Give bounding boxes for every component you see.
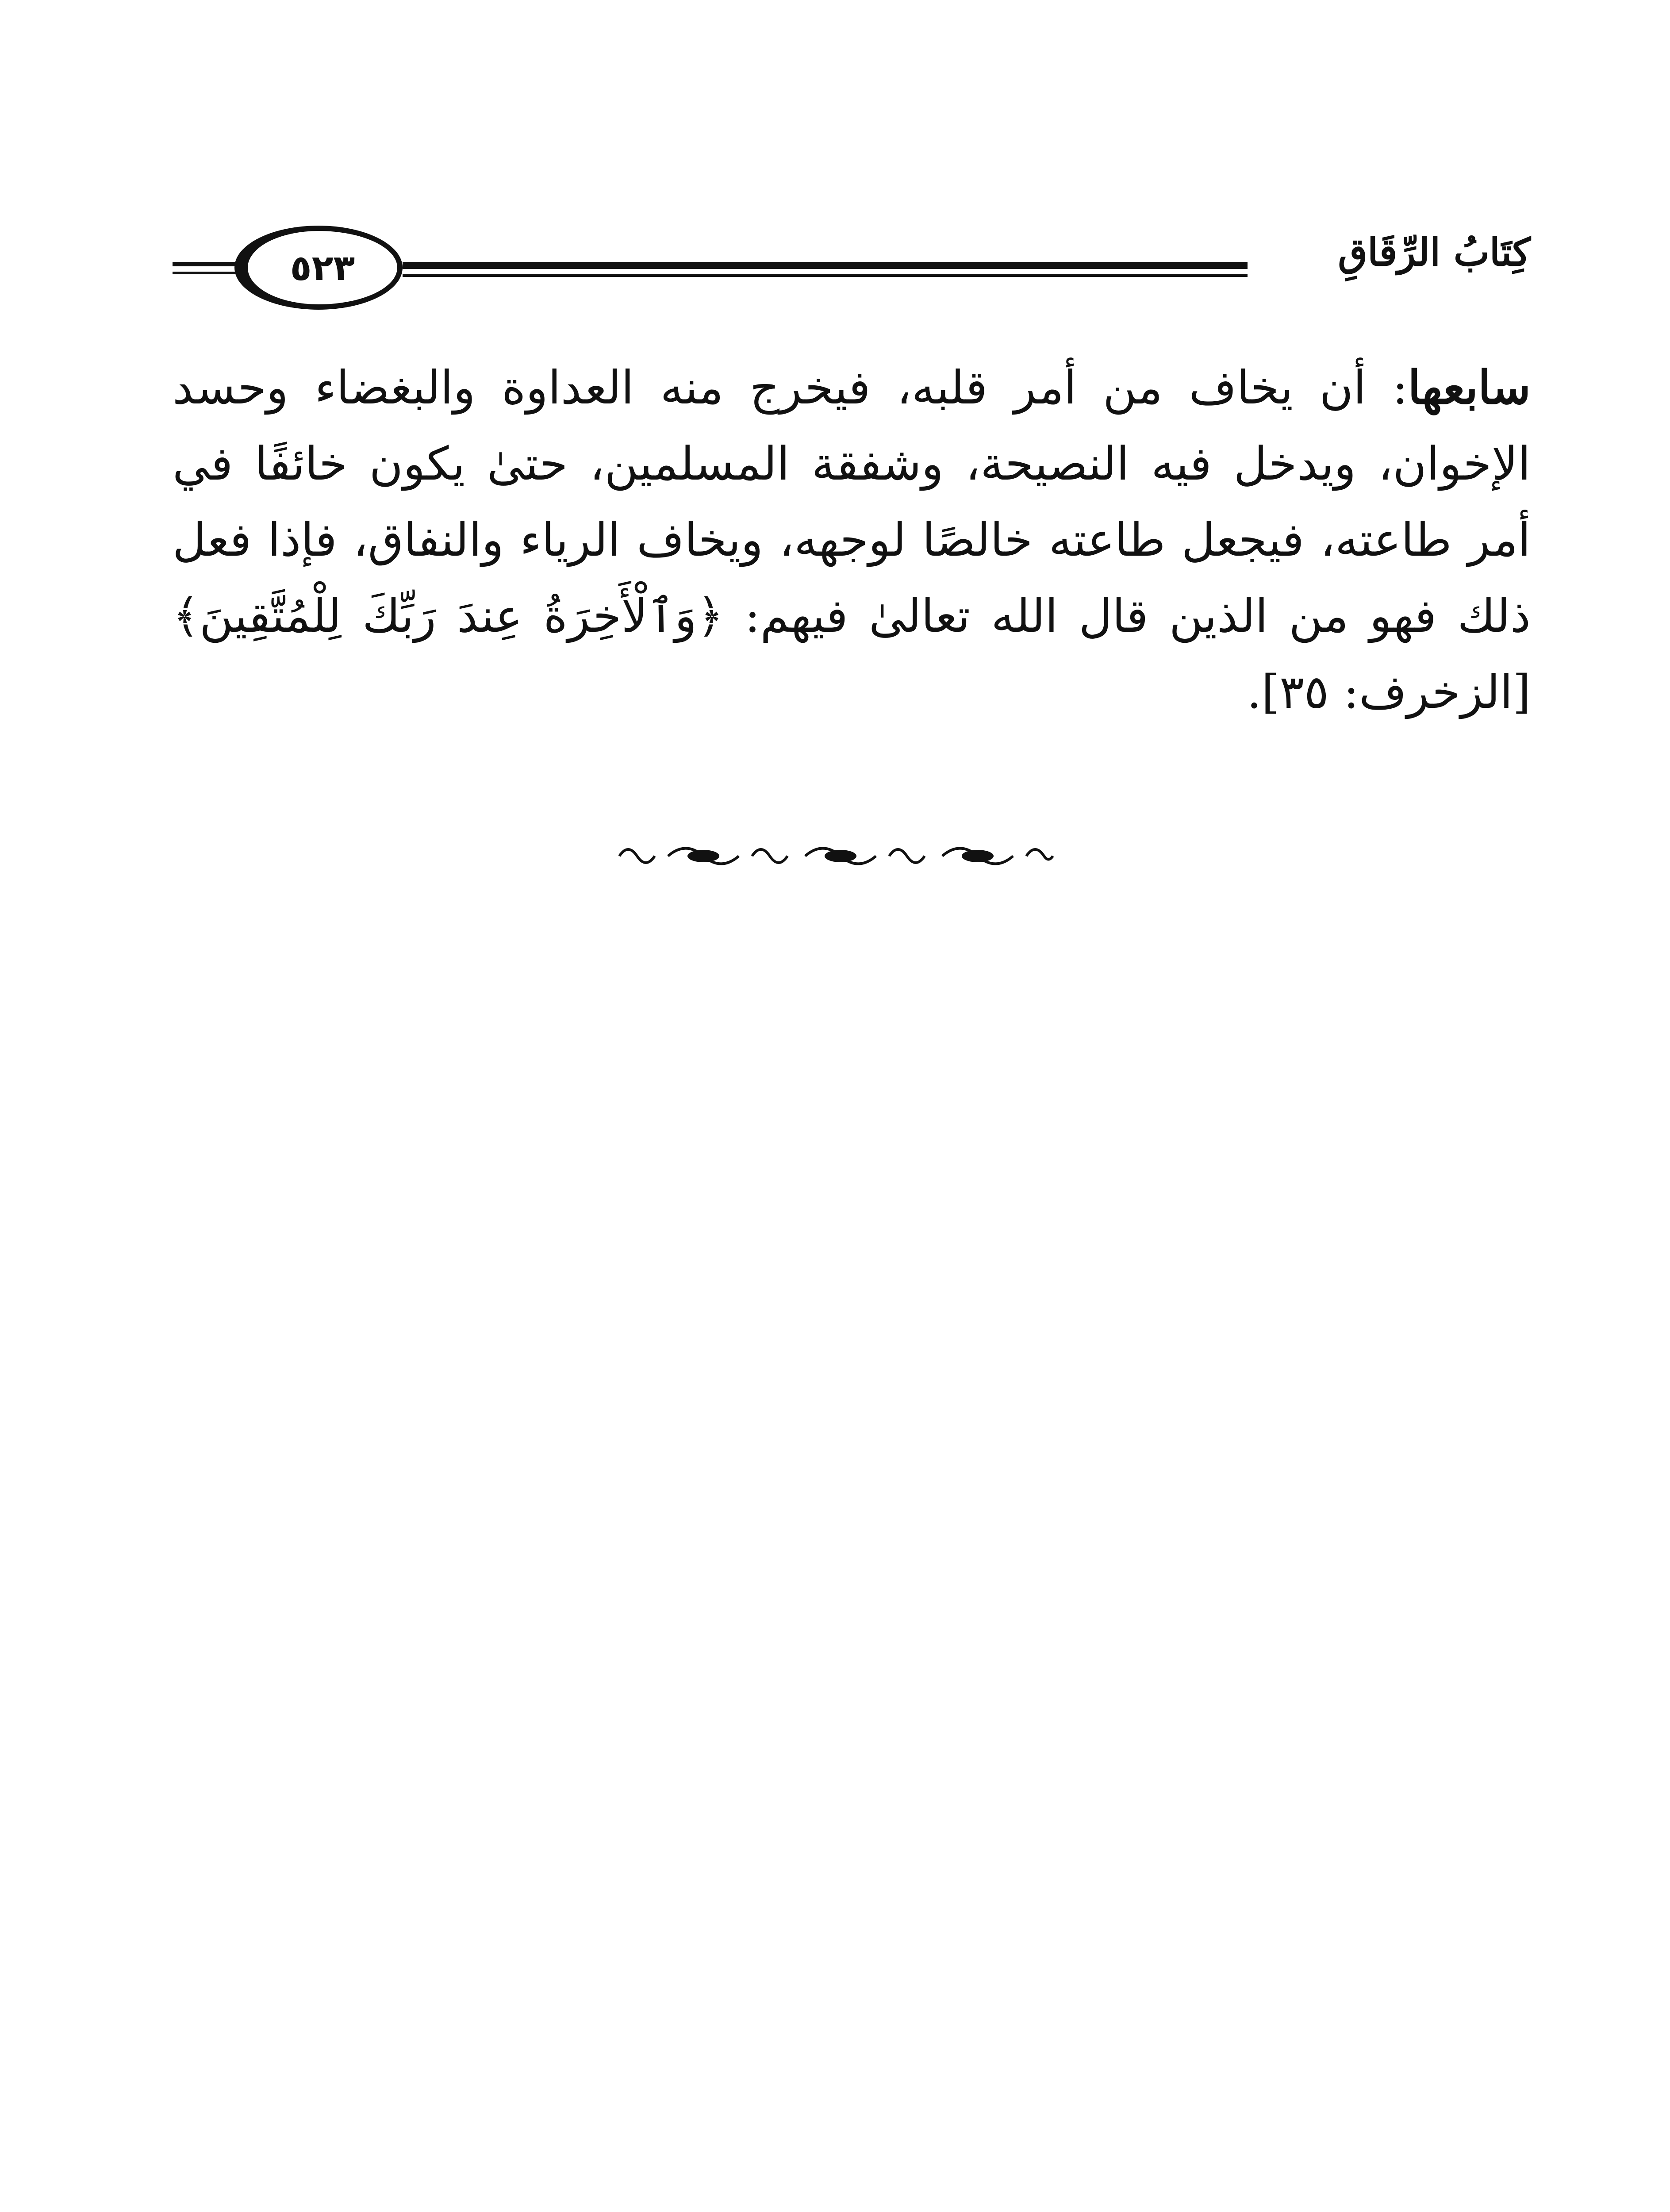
- page-number-badge: [234, 226, 403, 310]
- book-title: كِتَابُ الرِّقَاقِ: [1338, 230, 1531, 275]
- header-left-rule: [173, 262, 239, 280]
- paragraph-lead: سابعها: [1408, 360, 1531, 415]
- header-rule: [403, 262, 1248, 277]
- section-divider-ornament: [610, 836, 1062, 876]
- page-number: ٥٢٣: [290, 247, 355, 288]
- quran-verse: ﴿وَٱلْأَخِرَةُ عِندَ رَبِّكَ لِلْمُتَّقِينَ﴾: [173, 589, 724, 643]
- ornament-icon: [610, 836, 1062, 876]
- paragraph-text: : أن يخاف من أمر قلبه، فيخرج منه العداوة والبغضاء وحسد الإخوان، ويدخل فيه النصيحة، وشفقة المسلمين، حتىٰ يكون خائفًا في أمر طاعته، فيجعل طاعته خالصًا لوجهه، ويخاف الرياء والنفاق، فإذا فعل ذلك فهو من الذين قال الله تعالىٰ فيهم:: [173, 361, 1531, 643]
- verse-citation: [الزخرف: ٣٥].: [1247, 665, 1531, 719]
- page-header: [173, 221, 1531, 310]
- body-paragraph: [173, 349, 1531, 730]
